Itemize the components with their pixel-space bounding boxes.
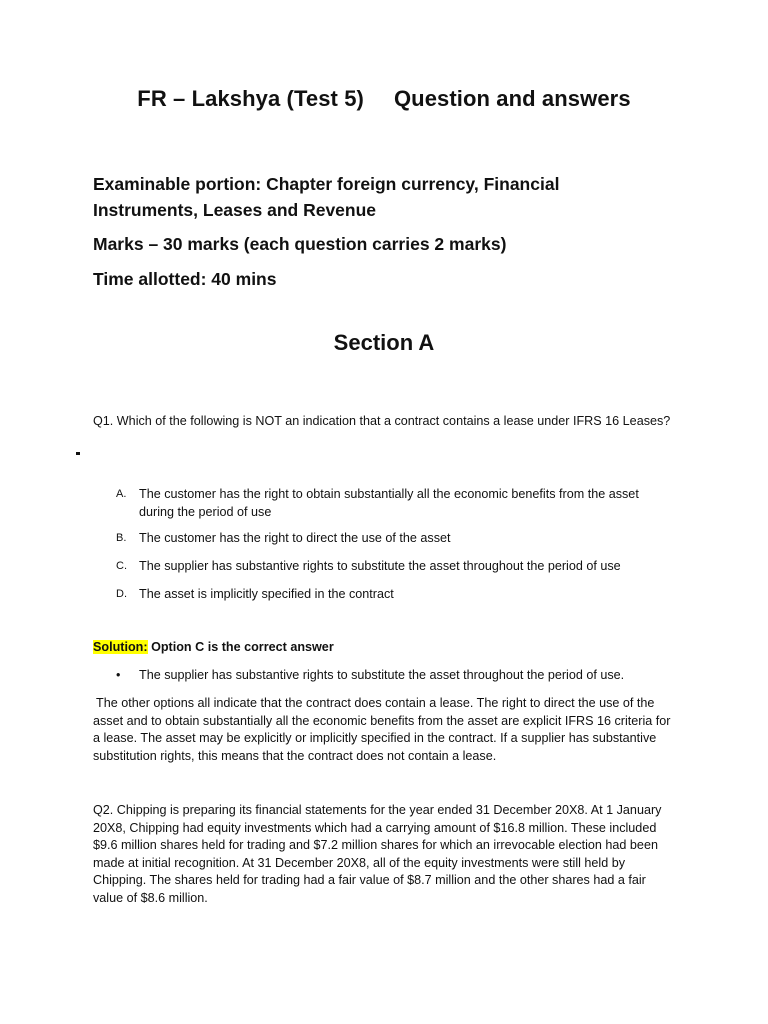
q1-solution: [93, 640, 334, 654]
solution-label: Solution:: [93, 640, 148, 654]
solution-text: Option C is the correct answer: [151, 640, 334, 654]
option-letter: A.: [116, 488, 127, 500]
q2-question: Q2. Chipping is preparing its financial statements for the year ended 31 December 20X8. At 1 January 20X8, Chipping had equity investments which had a carrying amount of $16.8 million. These included $9.6 million shares held for trading and $7.2 million shares for which an irrevocable election had been made at initial recognition. At 31 December 20X8, all of the equity investments were still held by Chipping. The shares held for trading had a fair value of $8.7 million and the other shares had a fair value of $8.6 million.: [93, 803, 662, 905]
option-letter: C.: [116, 560, 127, 572]
title-left: FR – Lakshya (Test 5): [137, 86, 364, 111]
bullet-dot: •: [116, 668, 121, 682]
page-title: [0, 86, 768, 112]
option-text: The asset is implicitly specified in the contract: [139, 587, 394, 601]
section-heading: Section A: [333, 330, 435, 355]
option-letter: D.: [116, 588, 127, 600]
q1-question: Q1. Which of the following is NOT an indication that a contract contains a lease under IFRS 16 Leases?: [93, 414, 671, 428]
bullet-text: The supplier has substantive rights to substitute the asset throughout the period of use.: [139, 668, 625, 682]
option-letter: B.: [116, 532, 127, 544]
title-right: Question and answers: [393, 86, 631, 111]
marks-info: Marks – 30 marks (each question carries 2 marks): [93, 234, 507, 254]
stray-mark: [76, 452, 80, 455]
option-text: The customer has the right to direct the use of the asset: [139, 531, 451, 545]
option-text: The customer has the right to obtain substantially all the economic benefits from the asset during the period of use: [139, 487, 639, 519]
time-allotted: Time allotted: 40 mins: [93, 269, 277, 289]
option-text: The supplier has substantive rights to substitute the asset throughout the period of use: [139, 559, 621, 573]
q1-explanation: The other options all indicate that the contract does contain a lease. The right to direct the use of the asset and to obtain substantially all the economic benefits from the asset are explicit IFRS 16 criteria for a lease. The asset may be explicitly or implicitly specified in the contract. If a supplier has substantive substitution rights, this means that the contract does not contain a lease.: [93, 696, 671, 763]
examinable-portion: Examinable portion: Chapter foreign currency, Financial Instruments, Leases and Revenue: [93, 174, 560, 220]
